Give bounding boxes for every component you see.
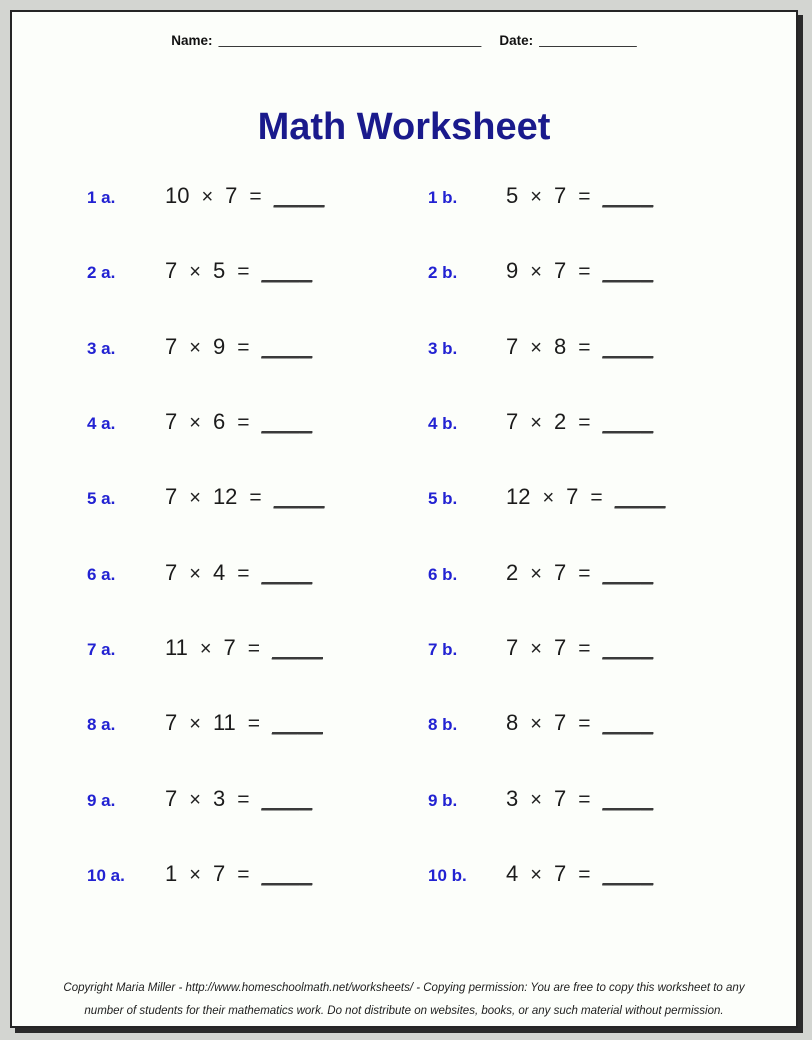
factor-2: 5 [212,258,226,284]
problem-label: 10 b. [428,865,467,885]
page-title: Math Worksheet [257,106,551,148]
problem-label: 3 b. [428,338,458,358]
factor-2: 7 [553,634,567,660]
problem-a [87,861,428,887]
problem-b [428,183,796,209]
problem-a [87,710,428,736]
equals-sign: = [578,410,591,434]
problem-row [87,183,796,258]
factor-2: 7 [553,860,567,886]
factor-2: 6 [212,408,226,434]
factor-1: 5 [506,183,519,208]
factor-1: 8 [506,710,519,736]
problem-a [87,258,428,284]
expression [165,710,323,736]
expression [165,409,312,435]
problem-row [87,861,796,936]
factor-2: 7 [553,710,567,736]
equals-sign: = [249,185,262,208]
answer-blank: ____ [272,634,323,660]
problem-label: 9 b. [428,790,458,810]
multiply-sign: × [201,186,214,208]
problem-b [428,635,796,661]
problem-b [428,710,796,736]
problem-a [87,786,428,812]
factor-1: 7 [506,408,519,434]
problem-a [87,635,428,661]
answer-blank: ____ [602,634,654,660]
expression [506,484,666,510]
expression [506,635,653,661]
problem-b [428,334,796,360]
problem-b [428,786,796,812]
factor-1: 4 [506,860,519,886]
equals-sign: = [237,862,250,886]
expression [165,484,325,510]
problem-b [428,560,796,586]
problem-label: 9 a. [87,790,116,810]
factor-2: 7 [553,183,567,208]
expression [506,258,653,284]
problem-row [87,635,796,710]
equals-sign: = [237,787,250,811]
expression [506,786,653,812]
problems-grid [87,183,796,936]
answer-blank: ____ [273,183,325,208]
equals-sign: = [237,561,250,585]
multiply-sign: × [189,562,201,585]
answer-blank: ____ [261,860,313,886]
answer-blank: ____ [261,258,313,284]
factor-1: 11 [165,634,188,660]
answer-blank: ____ [261,785,313,811]
problem-b [428,409,796,435]
equals-sign: = [237,260,250,284]
problem-label: 7 a. [87,639,116,659]
multiply-sign: × [530,713,542,736]
multiply-sign: × [530,788,542,811]
factor-1: 7 [165,258,178,284]
expression [506,409,653,435]
problem-label: 2 b. [428,263,458,283]
factor-2: 9 [212,333,226,359]
factor-1: 2 [506,559,519,585]
equals-sign: = [578,561,591,585]
factor-2: 3 [212,785,226,811]
multiply-sign: × [189,487,201,510]
answer-blank: ____ [272,710,323,736]
answer-blank: ____ [602,710,654,736]
factor-1: 3 [506,785,519,811]
problem-label: 4 b. [428,413,458,433]
problem-label: 5 a. [87,489,116,509]
multiply-sign: × [530,863,542,886]
problem-row [87,409,796,484]
factor-2: 7 [223,634,236,660]
answer-blank: ____ [261,408,313,434]
factor-2: 7 [553,785,567,811]
factor-1: 1 [165,860,178,886]
problem-label: 8 b. [428,715,458,735]
problem-a [87,183,428,209]
problem-row [87,710,796,785]
answer-blank: ____ [614,484,666,510]
problem-label: 4 a. [87,413,116,433]
copyright-line-2: number of students for their mathematics work. Do not distribute on websites, books, or any such material without permission. [84,1004,724,1017]
factor-2: 8 [553,333,567,359]
factor-1: 7 [165,484,178,510]
expression [506,560,653,586]
copyright-footer [12,977,796,1022]
factor-1: 7 [506,333,519,359]
answer-blank: ____ [602,559,654,585]
multiply-sign: × [189,788,201,811]
multiply-sign: × [530,562,542,585]
problem-b [428,258,796,284]
problem-label: 10 a. [87,865,125,885]
multiply-sign: × [189,411,201,434]
factor-1: 7 [165,408,178,434]
problem-label: 6 b. [428,564,458,584]
answer-blank: ____ [261,559,313,585]
equals-sign: = [578,787,591,811]
multiply-sign: × [199,637,212,660]
equals-sign: = [590,486,603,510]
worksheet-page [10,10,798,1028]
equals-sign: = [249,486,262,510]
factor-2: 4 [212,559,226,585]
answer-blank: ____ [261,333,313,359]
factor-2: 7 [566,484,579,510]
factor-1: 7 [165,785,178,811]
problem-label: 7 b. [428,639,458,659]
multiply-sign: × [530,261,542,284]
factor-2: 7 [553,559,567,585]
multiply-sign: × [542,487,555,510]
answer-blank: ____ [602,860,654,886]
expression [506,861,653,887]
problem-label: 8 a. [87,715,116,735]
equals-sign: = [578,862,591,886]
problem-a [87,560,428,586]
factor-2: 11 [212,710,236,736]
answer-blank: ____ [602,333,654,359]
factor-2: 12 [212,484,238,510]
name-date-row [12,33,796,48]
factor-2: 7 [225,183,238,208]
answer-blank: ____ [602,785,654,811]
equals-sign: = [578,636,591,660]
problem-b [428,861,796,887]
equals-sign: = [578,335,591,359]
expression [165,635,323,661]
problem-row [87,484,796,559]
equals-sign: = [237,335,250,359]
multiply-sign: × [530,411,542,434]
expression [165,334,312,360]
multiply-sign: × [530,637,542,660]
expression [506,183,653,209]
multiply-sign: × [189,336,201,359]
problem-label: 3 a. [87,338,116,358]
problem-label: 1 a. [87,188,116,207]
problem-b [428,484,796,510]
answer-blank: ____ [602,183,654,208]
factor-2: 7 [553,258,567,284]
copyright-line-1: Copyright Maria Miller - http://www.homeschoolmath.net/worksheets/ - Copying permission: You are free to copy this worksheet to any [63,982,745,995]
equals-sign: = [247,636,261,660]
date-label: Date: [499,33,534,48]
expression [165,258,312,284]
expression [165,786,312,812]
problem-label: 5 b. [428,489,458,509]
problem-label: 1 b. [428,188,458,207]
factor-1: 7 [165,559,178,585]
problem-a [87,409,428,435]
multiply-sign: × [530,336,542,359]
problem-a [87,484,428,510]
factor-1: 9 [506,258,519,284]
date-blank-line: _____________ [539,33,637,48]
answer-blank: ____ [273,484,325,510]
problem-row [87,786,796,861]
problem-row [87,334,796,409]
answer-blank: ____ [602,408,654,434]
expression [165,560,312,586]
factor-2: 7 [212,860,226,886]
factor-1: 10 [165,183,190,208]
equals-sign: = [578,185,591,208]
problem-label: 6 a. [87,564,116,584]
problem-a [87,334,428,360]
name-blank-line: ___________________________________ [218,33,482,48]
equals-sign: = [247,712,261,736]
multiply-sign: × [530,186,542,208]
factor-1: 12 [506,484,531,510]
problem-label: 2 a. [87,263,116,283]
factor-1: 7 [165,710,178,736]
expression [165,861,312,887]
answer-blank: ____ [602,258,654,284]
multiply-sign: × [189,863,201,886]
expression [165,183,325,209]
equals-sign: = [578,260,591,284]
multiply-sign: × [189,261,201,284]
factor-1: 7 [165,333,178,359]
factor-2: 2 [553,408,567,434]
name-label: Name: [171,33,213,48]
equals-sign: = [578,712,591,736]
expression [506,710,653,736]
factor-1: 7 [506,634,519,660]
multiply-sign: × [189,713,201,736]
problem-row [87,258,796,333]
problem-row [87,560,796,635]
equals-sign: = [237,410,250,434]
expression [506,334,653,360]
